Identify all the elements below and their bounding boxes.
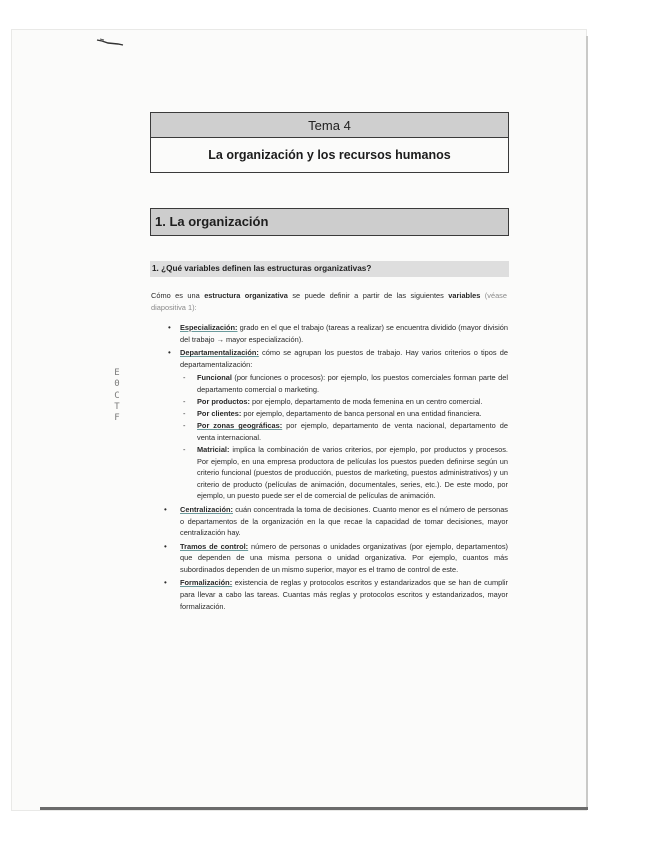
item-text: por ejemplo, departamento de banca personal en una entidad financiera. [241, 409, 482, 419]
margin-annotation [112, 368, 122, 424]
item-text: grado en el que el trabajo (tareas a realizar) se encuentra dividido (mayor división del trabajo → mayor especialización). [180, 323, 508, 344]
item-term: Matricial: [197, 444, 230, 454]
sub-list-item [150, 396, 508, 408]
item-term: Centralización: [180, 504, 233, 514]
intro-text: Cómo es una [151, 291, 205, 300]
list-item [150, 504, 508, 539]
intro-note: (véase diapositiva 1): [151, 291, 507, 312]
paper-edge [40, 807, 588, 810]
intro-text: se puede definir a partir de las siguientes [287, 291, 449, 300]
paper-edge [586, 36, 588, 808]
item-term: Por clientes: [197, 409, 242, 419]
unit-number: Tema 4 [151, 113, 508, 138]
margin-letter: E [114, 368, 120, 378]
item-text: cómo se agrupan los puestos de trabajo. Hay varios criterios o tipos de departamentalización: [180, 348, 508, 369]
margin-letter: F [114, 413, 120, 424]
margin-letter: 0 [114, 379, 120, 390]
item-term: Tramos de control: [180, 541, 249, 551]
item-text: existencia de reglas y protocolos escritos y estandarizados que se han de cumplir para llevar a cabo las tareas. Cuantas más reglas y protocolos escritos y estandarizados, mayor formalización. [180, 578, 508, 611]
section-heading: 1. La organización [150, 208, 509, 236]
staple-mark-icon [96, 38, 124, 46]
sub-list-item [150, 372, 508, 395]
sub-list-item [150, 444, 508, 502]
item-term: Departamentalización: [180, 348, 259, 358]
sub-list-item [150, 408, 508, 420]
item-term: Especialización: [180, 323, 238, 332]
variables-list [150, 322, 508, 614]
item-text: número de personas o unidades organizativas (por ejemplo, departamentos) que dependen de una misma persona o unidad organizativa. Por ejemplo, cuantos más subordinados dependen de un mismo superior, mayor es el tramo de control de este. [180, 541, 508, 574]
intro-term: variables [448, 291, 481, 300]
intro-paragraph [151, 290, 507, 314]
item-text: cuán concentrada la toma de decisiones. Cuanto menor es el número de personas o departamentos de la organización en la que recae la capacidad de tomar decisiones, mayor centralización hay. [180, 504, 508, 538]
list-item [150, 322, 508, 345]
item-term: Por productos: [197, 397, 250, 407]
question-heading: 1. ¿Qué variables definen las estructuras organizativas? [150, 261, 509, 277]
item-text: (por funciones o procesos): por ejemplo, los puestos comerciales forman parte del departamento comercial o marketing. [197, 373, 508, 394]
margin-letter: C [114, 390, 120, 401]
item-term: Funcional [197, 373, 232, 383]
unit-title: La organización y los recursos humanos [208, 148, 451, 162]
unit-title-box [150, 112, 509, 173]
item-term: Formalización: [180, 578, 233, 588]
intro-term: estructura organizativa [204, 291, 288, 300]
item-text: por ejemplo, departamento de moda femenina en un centro comercial. [249, 397, 483, 407]
item-term: Por zonas geográficas: [197, 421, 283, 431]
item-text: por ejemplo, departamento de venta nacional, departamento de venta internacional. [197, 421, 508, 442]
list-item [150, 347, 508, 370]
sub-list-item [150, 420, 508, 443]
margin-letter: T [114, 401, 120, 412]
list-item [150, 577, 508, 612]
item-text: implica la combinación de varios criterios, por ejemplo, por productos y procesos. Por ejemplo, en una empresa productora de películas los puestos pueden definirse según un criterio funcional (puestos de producción, puestos de marketing, puestos administrativos) y un criterio de producto (películas de animación, documentales, series, etc.). De este modo, por ejemplo, un puesto puede ser el de comercial de películas de animación. [197, 444, 508, 501]
list-item [150, 541, 508, 576]
